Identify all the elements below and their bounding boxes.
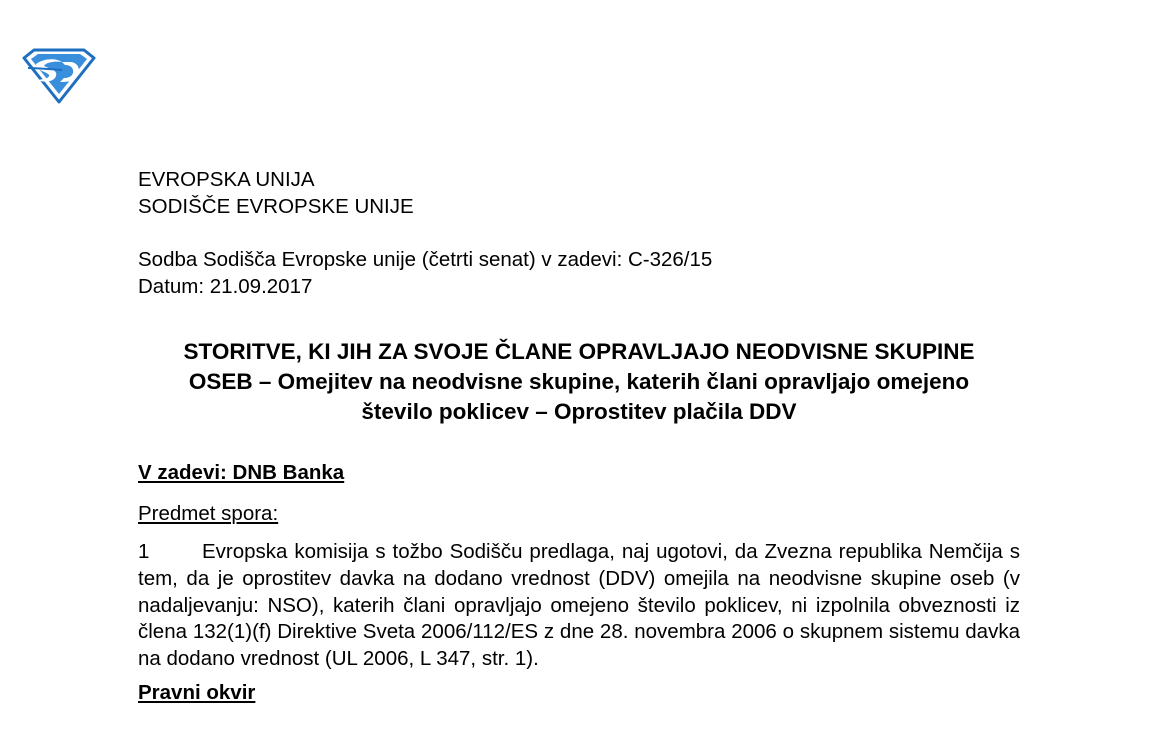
court-line-2: SODIŠČE EVROPSKE UNIJE [138,195,414,218]
subject-heading: Predmet spora: [138,502,279,525]
court-line-1: EVROPSKA UNIJA [138,168,315,191]
matter-heading: V zadevi: DNB Banka [138,461,345,484]
case-reference: Sodba Sodišča Evropske unije (četrti senat) v zadevi: C-326/15 [138,248,713,271]
paragraph-1 [138,539,1020,673]
document-body [138,166,1020,706]
paragraph-number: 1 [138,540,150,563]
paragraph-text: Evropska komisija s tožbo Sodišču predlaga, naj ugotovi, da Zvezna republika Nemčija s tem, da je oprostitev davka na dodano vrednost (DDV) omejila na neodvisne skupine oseb (v nadaljevanju: NSO), katerih člani opravljajo omejeno število poklicev, ni izpolnila obveznosti iz člena 132(1)(f) Direktive Sveta 2006/112/ES z dne 28. novembra 2006 o skupnem sistemu davka na dodano vrednost (UL 2006, L 347, str. 1). [138,540,1020,671]
court-logo-icon [22,48,96,104]
next-heading: Pravni okvir [138,680,256,704]
case-date: Datum: 21.09.2017 [138,275,313,298]
document-title: STORITVE, KI JIH ZA SVOJE ČLANE OPRAVLJAJO NEODVISNE SKUPINE OSEB – Omejitev na neodvisne skupine, katerih člani opravljajo omejeno število poklicev – Oprostitev plačila DDV [183,339,975,424]
